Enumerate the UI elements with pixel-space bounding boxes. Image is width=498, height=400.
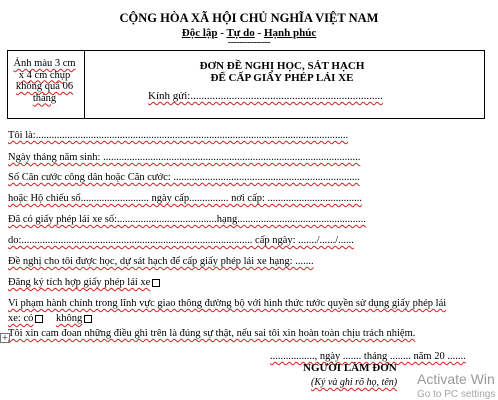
activate-windows-watermark: Activate Win [417,371,495,387]
signature-date[interactable]: ................., ngày ....... tháng ........ năm 20 ....... [270,351,466,362]
signature-title: NGƯỜI LÀM ĐƠN [303,362,397,374]
violation-yes-label: xe: có [8,313,34,324]
motto: Độc lập - Tự do - Hạnh phúc [181,27,317,39]
id-card-field[interactable]: Số Căn cước công dân hoặc Căn cước: ....................................................................... [8,172,360,183]
motto-happiness: Hạnh phúc [263,27,317,39]
passport-field[interactable]: hoặc Hộ chiếu số.......................... ngày cấp............... nơi cấp: .................................... [8,193,363,204]
integrate-checkbox[interactable] [152,279,160,287]
violation-answer[interactable] [8,313,92,324]
country-title: CỘNG HÒA XÃ HỘI CHỦ NGHĨA VIỆT NAM [119,11,379,25]
motto-independence: Độc lập [181,27,218,39]
violation-no-label: không [56,313,83,324]
license-class-request[interactable]: Đề nghị cho tôi được học, dự sát hạch để cấp giấy phép lái xe hạng: ....... [8,256,314,267]
photo-line-2: x 4 cm chụp [18,69,71,81]
recipient-field[interactable]: Kính gửi:...................................................................... [148,90,383,102]
activate-windows-subtext: Go to PC settings [417,389,496,400]
table-move-handle-icon[interactable]: + [1,333,9,342]
integrate-label: Đăng ký tích hợp giấy phép lái xe [8,277,151,288]
header-separator: --------------- [227,37,271,48]
dob-field[interactable]: Ngày tháng năm sinh: .................................................................................................. [8,152,361,163]
photo-placeholder [8,58,81,104]
commitment-text: Tôi xin cam đoan những điều ghi trên là đúng sự thật, nếu sai tôi xin hoàn toàn chịu trách nhiệm. [8,328,416,339]
form-title-line-1: ĐƠN ĐỀ NGHỊ HỌC, SÁT HẠCH [199,60,365,72]
form-title [84,60,480,84]
name-field[interactable]: Tôi là:....................................................................................................................... [8,130,349,141]
form-title-line-2: ĐỂ CẤP GIẤY PHÉP LÁI XE [210,72,354,84]
existing-license-field[interactable]: Đã có giấy phép lái xe số:......................................hạng................................................. [8,214,366,225]
violation-no-checkbox[interactable] [84,315,92,323]
motto-freedom: Tự do [226,27,255,39]
violation-yes-checkbox[interactable] [35,315,43,323]
photo-line-1: Ảnh màu 3 cm [13,58,76,69]
signature-note: (Ký và ghi rõ họ, tên) [311,377,398,388]
photo-line-4: tháng [32,92,57,104]
photo-line-3: không quá 06 [15,81,74,92]
license-issuer-field[interactable]: do:........................................................................................ cấp ngày: ......./....../...... [8,235,354,246]
integrate-license-option[interactable] [8,277,160,288]
violation-question: Vi phạm hành chính trong lĩnh vực giao thông đường bộ với hình thức tước quyền sử dụng giấy phép lái [8,298,447,309]
